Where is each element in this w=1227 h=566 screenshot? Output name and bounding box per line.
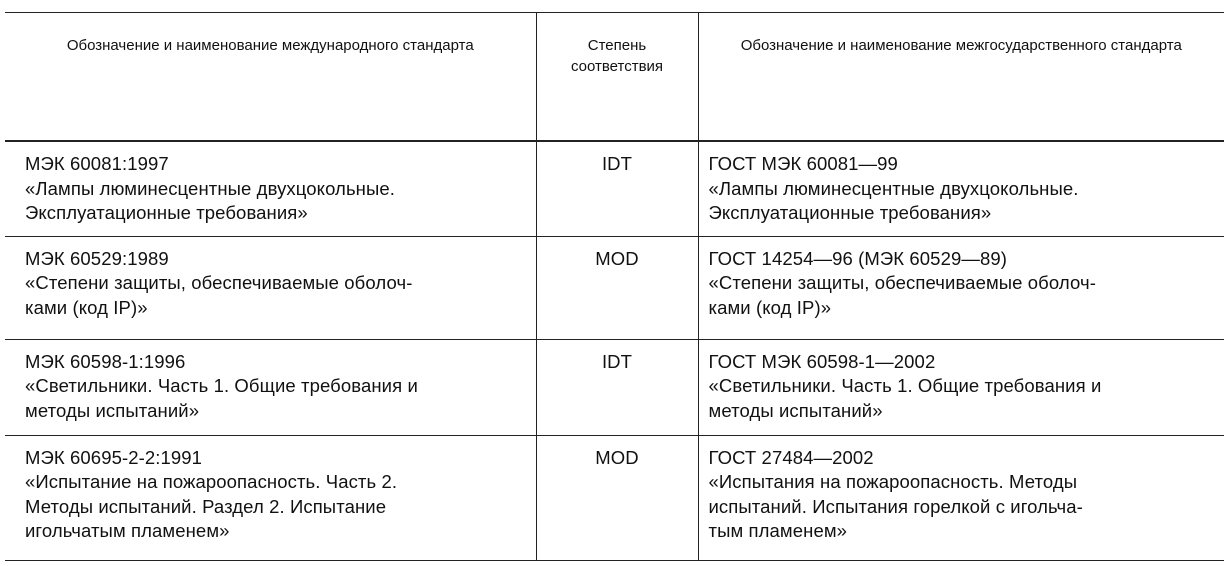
international-standard-cell xyxy=(5,141,536,236)
header-international-standard: Обозначение и наименование международного стандарта xyxy=(5,13,536,142)
header-interstate-standard: Обозначение и наименование межгосударственного стандарта xyxy=(698,13,1224,142)
standard-title-line: «Светильники. Часть 1. Общие требования и xyxy=(708,375,1102,396)
interstate-standard-cell xyxy=(698,339,1224,435)
degree-cell xyxy=(536,141,698,236)
standard-designation: ГОСТ 27484—2002 xyxy=(708,446,874,468)
table-header-row xyxy=(5,13,1224,142)
degree-value: MOD xyxy=(595,247,639,269)
standard-title-line: методы испытаний» xyxy=(708,399,883,421)
standard-designation: МЭК 60081:1997 xyxy=(25,153,169,174)
standard-title-line: «Лампы люминесцентные двухцокольные. xyxy=(25,177,396,199)
standard-title-line: тым пламенем» xyxy=(708,520,848,541)
standard-title-line: Эксплуатационные требования» xyxy=(708,202,992,223)
standard-title-line: «Степени защиты, обеспечиваемые оболоч- xyxy=(708,272,1096,293)
standard-title-line: методы испытаний» xyxy=(25,399,200,421)
standard-title-line: «Лампы люминесцентные двухцокольные. xyxy=(708,177,1079,199)
header-degree-of-correspondence: Степень соответствия xyxy=(536,13,698,142)
standard-designation: ГОСТ МЭК 60598-1—2002 xyxy=(708,350,936,372)
standards-correspondence-table xyxy=(5,12,1224,561)
international-standard-cell xyxy=(5,435,536,560)
degree-cell xyxy=(536,236,698,339)
table-row xyxy=(5,339,1224,435)
standard-title-line: Эксплуатационные требования» xyxy=(25,202,308,223)
standard-title-line: ками (код IP)» xyxy=(25,296,148,318)
interstate-standard-cell xyxy=(698,141,1224,236)
standard-designation: ГОСТ 14254—96 (МЭК 60529—89) xyxy=(708,247,1007,269)
interstate-standard-cell xyxy=(698,236,1224,339)
standard-designation: МЭК 60529:1989 xyxy=(25,247,169,269)
international-standard-cell xyxy=(5,236,536,339)
table-row xyxy=(5,236,1224,339)
international-standard-cell xyxy=(5,339,536,435)
degree-cell xyxy=(536,339,698,435)
standard-title-line: испытаний. Испытания горелкой с игольча- xyxy=(708,495,1083,517)
table-row xyxy=(5,141,1224,236)
standard-title-line: «Испытание на пожароопасность. Часть 2. xyxy=(25,471,398,492)
degree-value: IDT xyxy=(601,153,633,174)
interstate-standard-cell xyxy=(698,435,1224,560)
degree-value: IDT xyxy=(601,350,633,372)
standard-title-line: «Светильники. Часть 1. Общие требования и xyxy=(25,375,418,396)
table-row xyxy=(5,435,1224,560)
standard-title-line: Методы испытаний. Раздел 2. Испытание xyxy=(25,495,387,517)
standard-designation: МЭК 60695-2-2:1991 xyxy=(25,446,203,468)
standard-designation: МЭК 60598-1:1996 xyxy=(25,350,186,372)
standard-title-line: «Испытания на пожароопасность. Методы xyxy=(708,471,1078,492)
degree-cell xyxy=(536,435,698,560)
standard-title-line: «Степени защиты, обеспечиваемые оболоч- xyxy=(25,272,413,293)
degree-value: MOD xyxy=(595,446,639,468)
standard-designation: ГОСТ МЭК 60081—99 xyxy=(708,153,898,174)
standard-title-line: игольчатым пламенем» xyxy=(25,520,230,541)
standard-title-line: ками (код IP)» xyxy=(708,296,832,318)
